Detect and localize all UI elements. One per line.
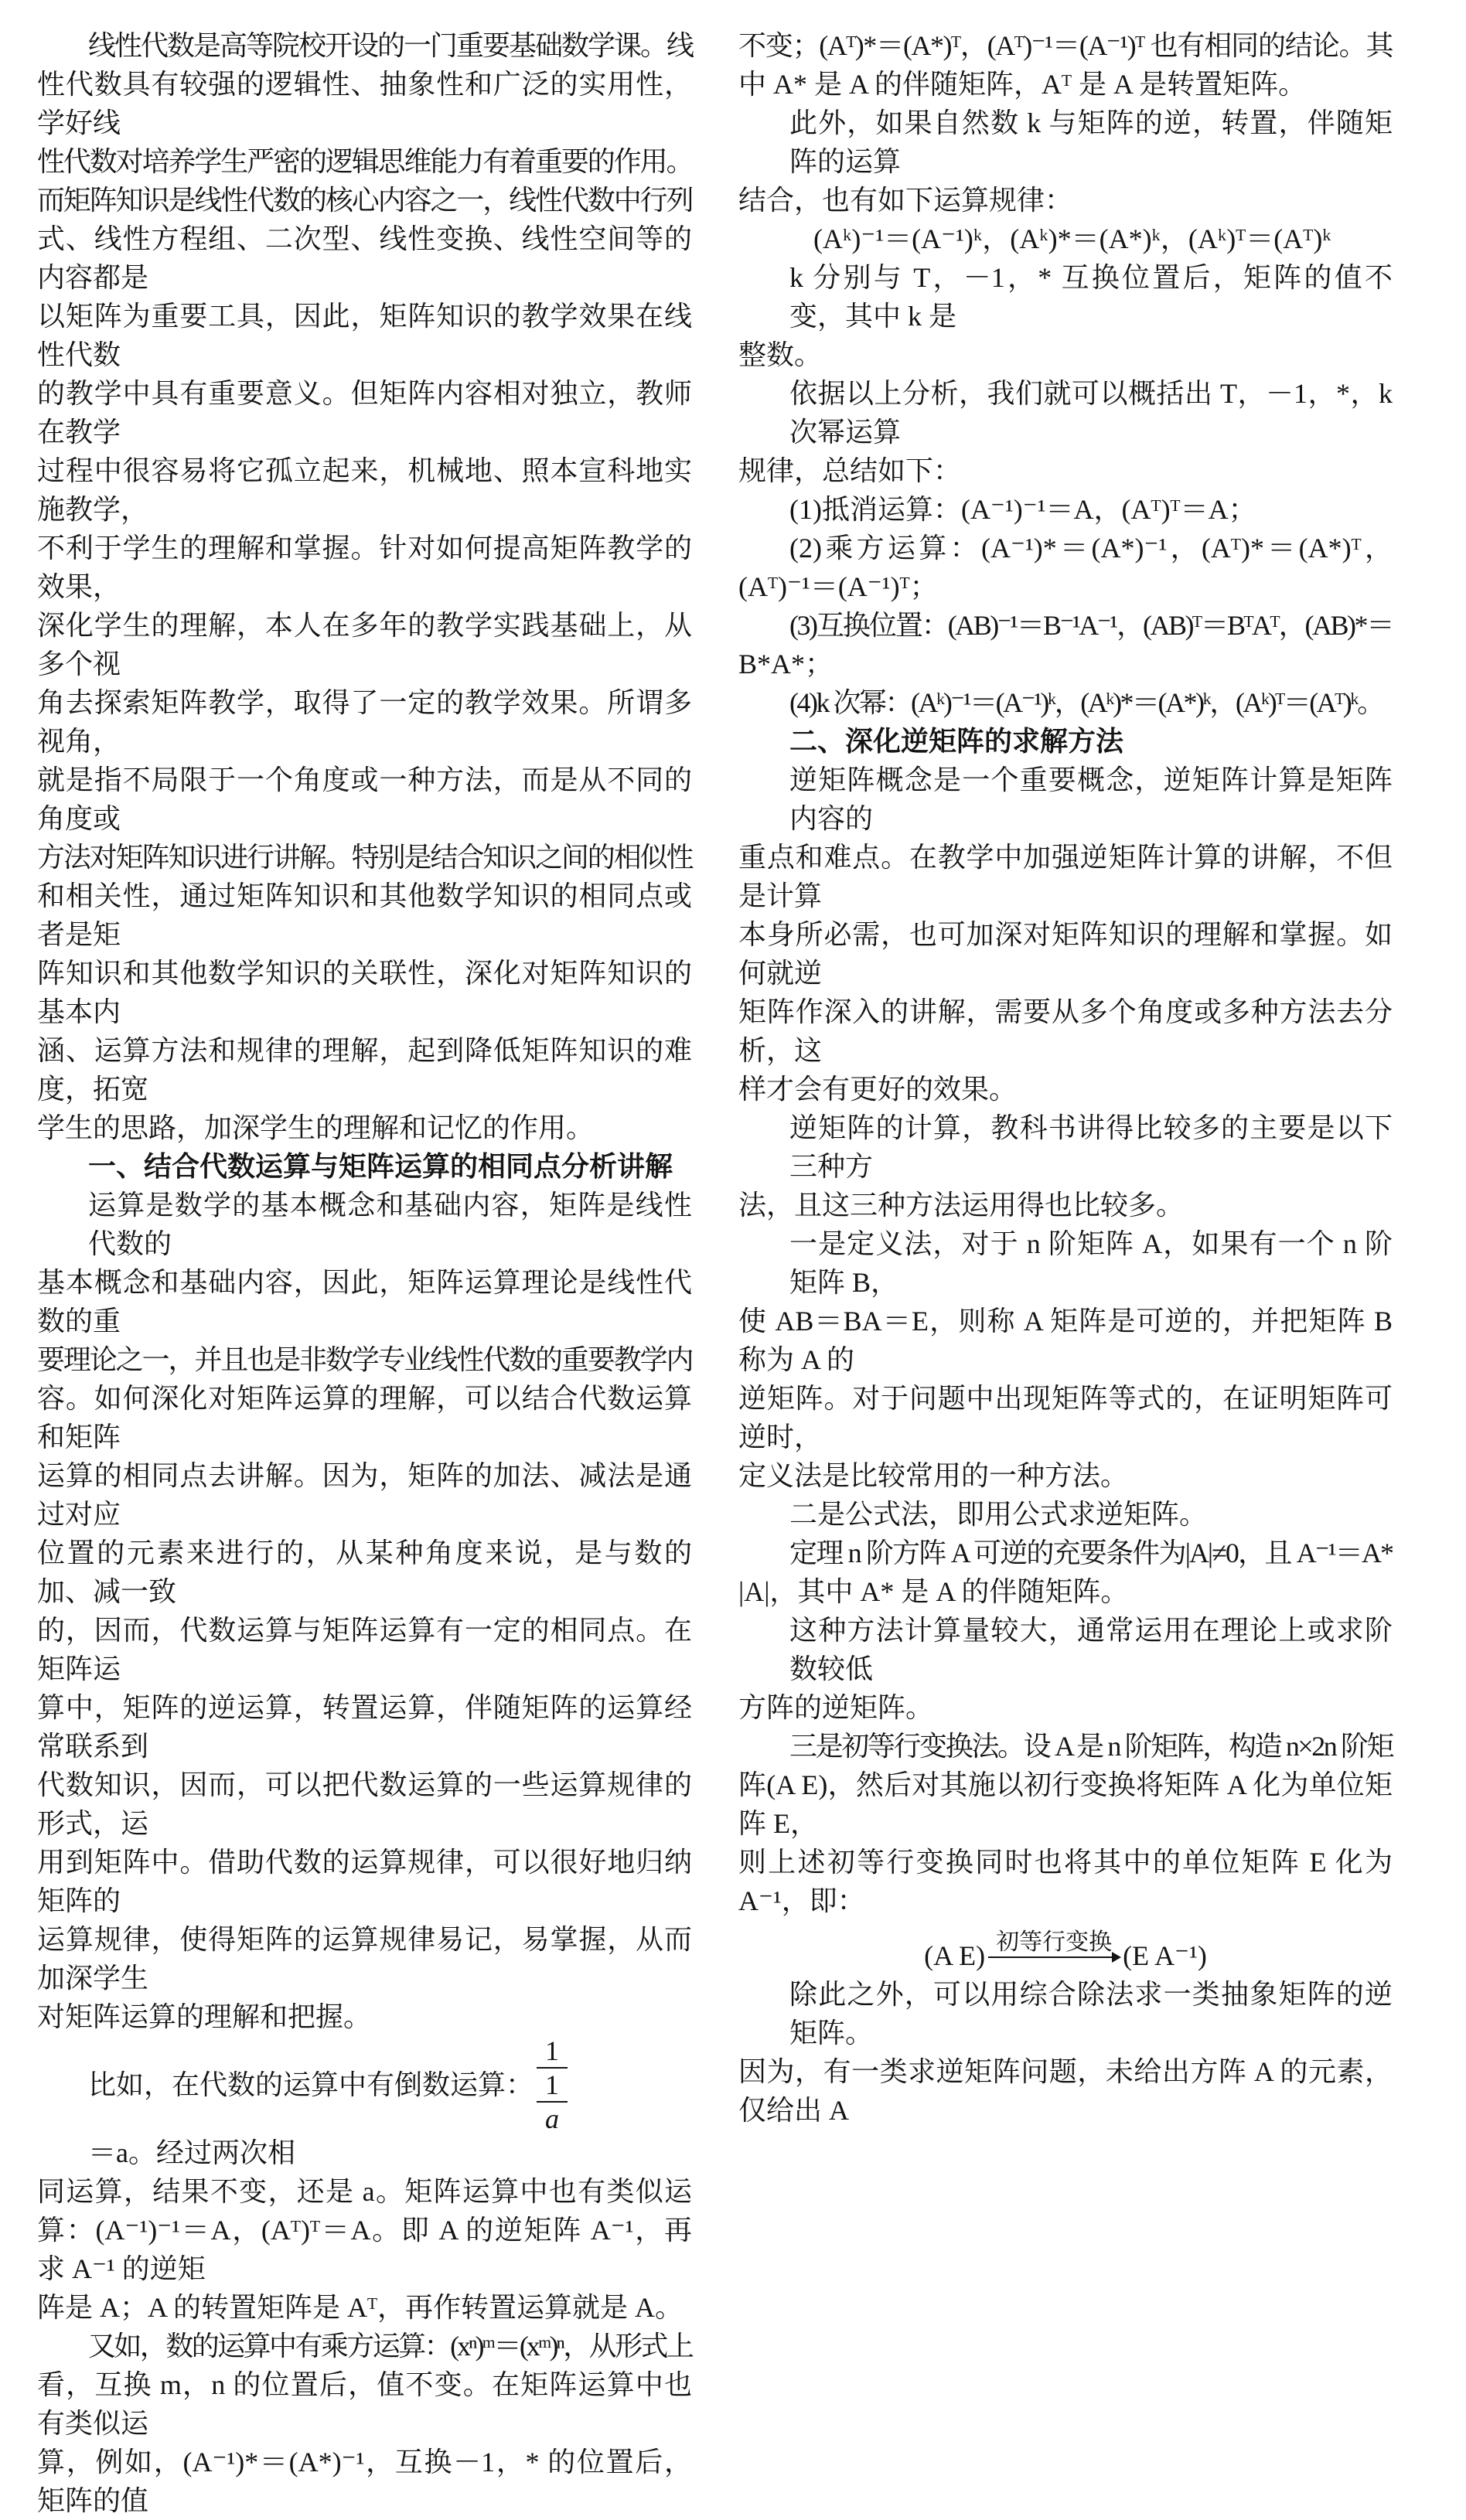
text-line: 三是初等行变换法。设 A 是 n 阶矩阵，构造 n×2n 阶矩 bbox=[789, 1731, 1393, 1762]
text-line: 规律，总结如下： bbox=[738, 455, 962, 486]
text-line: 一是定义法，对于 n 阶矩阵 A，如果有一个 n 阶矩阵 B， bbox=[789, 1228, 1393, 1298]
reciprocal-example-line bbox=[37, 2036, 692, 2172]
text-line: 重点和难点。在教学中加强逆矩阵计算的讲解，不但是计算 bbox=[738, 842, 1393, 911]
text-line: 对矩阵运算的理解和把握。 bbox=[37, 2001, 372, 2032]
text-line: 要理论之一，并且也是非数学专业线性代数的重要教学内 bbox=[37, 1344, 692, 1375]
text-line: 方阵的逆矩阵。 bbox=[738, 1692, 934, 1723]
text-line: 角去探索矩阵教学，取得了一定的教学效果。所谓多视角， bbox=[37, 687, 692, 757]
text-line: (1)抵消运算：(A⁻¹)⁻¹＝A，(Aᵀ)ᵀ＝A； bbox=[789, 494, 1256, 525]
text-line: 性代数具有较强的逻辑性、抽象性和广泛的实用性，学好线 bbox=[37, 69, 692, 138]
nested-fraction bbox=[537, 2036, 568, 2133]
text-line: 样才会有更好的效果。 bbox=[738, 1074, 1018, 1105]
text-line: 除此之外，可以用综合除法求一类抽象矩阵的逆矩阵。 bbox=[789, 1979, 1393, 2048]
text-line: 算中，矩阵的逆运算，转置运算，伴随矩阵的运算经常联系到 bbox=[37, 1692, 692, 1762]
text-line: 线性代数是高等院校开设的一门重要基础数学课。线 bbox=[88, 30, 694, 61]
text-line: 法，且这三种方法运用得也比较多。 bbox=[738, 1190, 1185, 1221]
text-line: (2)乘方运算：(A⁻¹)*＝(A*)⁻¹，(Aᵀ)*＝(A*)ᵀ， bbox=[789, 533, 1393, 564]
text-line: |A|，其中 A* 是 A 的伴随矩阵。 bbox=[738, 1576, 1129, 1607]
text-line: 逆矩阵概念是一个重要概念，逆矩阵计算是矩阵内容的 bbox=[789, 765, 1393, 834]
text-line: (3)互换位置：(AB)⁻¹＝B⁻¹A⁻¹，(AB)ᵀ＝BᵀAᵀ，(AB)*＝ bbox=[789, 610, 1393, 641]
text-line: 的教学中具有重要意义。但矩阵内容相对独立，教师在教学 bbox=[37, 378, 692, 448]
text-line: 逆矩阵。对于问题中出现矩阵等式的，在证明矩阵可逆时， bbox=[738, 1383, 1393, 1452]
text-line: 结合，也有如下运算规律： bbox=[738, 185, 1073, 216]
text-line: 矩阵作深入的讲解，需要从多个角度或多种方法去分析，这 bbox=[738, 996, 1393, 1066]
text-line: 不变；(Aᵀ)*＝(A*)ᵀ，(Aᵀ)⁻¹＝(A⁻¹)ᵀ 也有相同的结论。其 bbox=[738, 30, 1393, 61]
text-line: (4)k 次幂：(Aᵏ)⁻¹＝(A⁻¹)ᵏ，(Aᵏ)*＝(A*)ᵏ，(Aᵏ)ᵀ＝(Aᵀ)ᵏ。 bbox=[789, 687, 1383, 718]
text-line: 以矩阵为重要工具，因此，矩阵知识的教学效果在线性代数 bbox=[37, 301, 692, 370]
text-line: 又如，数的运算中有乘方运算：(xⁿ)ᵐ＝(xᵐ)ⁿ，从形式上 bbox=[88, 2331, 692, 2362]
text-line: 定义法是比较常用的一种方法。 bbox=[738, 1460, 1129, 1491]
left-text-block-1 bbox=[37, 26, 692, 2036]
text-line: 基本概念和基础内容，因此，矩阵运算理论是线性代数的重 bbox=[37, 1267, 692, 1337]
text-line: 而矩阵知识是线性代数的核心内容之一，线性代数中行列 bbox=[37, 185, 692, 216]
text-line: 算，例如，(A⁻¹)*＝(A*)⁻¹，互换－1，* 的位置后，矩阵的值 bbox=[37, 2447, 692, 2516]
text-line: 代数知识，因而，可以把代数运算的一些运算规律的形式，运 bbox=[37, 1769, 692, 1839]
text-line: 容。如何深化对矩阵运算的理解，可以结合代数运算和矩阵 bbox=[37, 1383, 692, 1452]
text-line: (Aᵀ)⁻¹＝(A⁻¹)ᵀ； bbox=[738, 571, 938, 602]
text-line: 使 AB＝BA＝E，则称 A 矩阵是可逆的，并把矩阵 B 称为 A 的 bbox=[738, 1306, 1393, 1375]
text-line: 位置的元素来进行的，从某种角度来说，是与数的加、减一致 bbox=[37, 1538, 692, 1607]
fraction-numerator: 1 bbox=[545, 2035, 560, 2066]
right-arrow-icon bbox=[988, 1956, 1120, 1958]
text-line: B*A*； bbox=[738, 649, 834, 679]
text-line: 性代数对培养学生严密的逻辑思维能力有着重要的作用。 bbox=[37, 146, 692, 177]
text-line: 因为，有一类求逆矩阵问题，未给出方阵 A 的元素，仅给出 A bbox=[738, 2056, 1393, 2126]
text-line: 的，因而，代数运算与矩阵运算有一定的相同点。在矩阵运 bbox=[37, 1615, 692, 1684]
text-line: 依据以上分析，我们就可以概括出 T，－1，*，k 次幂运算 bbox=[789, 378, 1393, 448]
text-line: 此外，如果自然数 k 与矩阵的逆，转置，伴随矩阵的运算 bbox=[789, 107, 1393, 177]
right-text-block-1 bbox=[738, 26, 1393, 1920]
text-line: 运算的相同点去讲解。因为，矩阵的加法、减法是通过对应 bbox=[37, 1460, 692, 1530]
text-line: 中 A* 是 A 的伴随矩阵，Aᵀ 是 A 是转置矩阵。 bbox=[738, 69, 1307, 100]
fraction-inner-bar bbox=[537, 2101, 568, 2103]
section-heading: 二、深化逆矩阵的求解方法 bbox=[789, 726, 1124, 757]
text-line: 式、线性方程组、二次型、线性变换、线性空间等的内容都是 bbox=[37, 223, 692, 293]
right-text-block-2 bbox=[738, 1975, 1393, 2130]
text-line: 逆矩阵的计算，教科书讲得比较多的主要是以下三种方 bbox=[789, 1112, 1393, 1182]
text-line: 过程中很容易将它孤立起来，机械地、照本宣科地实施教学， bbox=[37, 455, 692, 525]
left-column bbox=[37, 26, 692, 2520]
text-line: 运算是数学的基本概念和基础内容，矩阵是线性代数的 bbox=[88, 1190, 692, 1259]
text-line: 算：(A⁻¹)⁻¹＝A，(Aᵀ)ᵀ＝A。即 A 的逆矩阵 A⁻¹，再求 A⁻¹ 的逆矩 bbox=[37, 2215, 692, 2284]
text-line: 深化学生的理解，本人在多年的教学实践基础上，从多个视 bbox=[37, 610, 692, 679]
fraction-bar bbox=[537, 2067, 568, 2069]
text-line: 这种方法计算量较大，通常运用在理论上或求阶数较低 bbox=[789, 1615, 1393, 1684]
text-line: 不利于学生的理解和掌握。针对如何提高矩阵教学的效果， bbox=[37, 533, 692, 602]
section-heading: 一、结合代数运算与矩阵运算的相同点分析讲解 bbox=[88, 1151, 673, 1182]
transform-arrow bbox=[988, 1929, 1120, 1958]
text-line: 看，互换 m，n 的位置后，值不变。在矩阵运算中也有类似运 bbox=[37, 2369, 692, 2439]
arrow-label: 初等行变换 bbox=[996, 1929, 1113, 1955]
text-line: 运算规律，使得矩阵的运算规律易记，易掌握，从而加深学生 bbox=[37, 1924, 692, 1994]
right-column bbox=[738, 26, 1393, 2130]
text-line: 阵是 A；A 的转置矩阵是 Aᵀ，再作转置运算就是 A。 bbox=[37, 2292, 684, 2323]
fraction-inner-denominator: a bbox=[545, 2103, 560, 2134]
text-line: 和相关性，通过矩阵知识和其他数学知识的相同点或者是矩 bbox=[37, 880, 692, 950]
fraction-line-before: 比如，在代数的运算中有倒数运算： bbox=[88, 2069, 534, 2100]
text-line: 阵(A E)，然后对其施以初行变换将矩阵 A 化为单位矩阵 E， bbox=[738, 1769, 1393, 1839]
text-line: 本身所必需，也可加深对矩阵知识的理解和掌握。如何就逆 bbox=[738, 919, 1393, 989]
text-line: 二是公式法，即用公式求逆矩阵。 bbox=[789, 1499, 1208, 1530]
text-line: 整数。 bbox=[738, 339, 823, 370]
text-line: 就是指不局限于一个角度或一种方法，而是从不同的角度或 bbox=[37, 765, 692, 834]
text-line: 则上述初等行变换同时也将其中的单位矩阵 E 化为 A⁻¹，即： bbox=[738, 1847, 1393, 1916]
text-line: 涵、运算方法和规律的理解，起到降低矩阵知识的难度，拓宽 bbox=[37, 1035, 692, 1105]
formula-lhs: (A E) bbox=[924, 1940, 986, 1971]
text-line: k 分别与 T，－1，* 互换位置后，矩阵的值不变，其中 k 是 bbox=[789, 262, 1393, 332]
fraction-inner-numerator: 1 bbox=[545, 2069, 560, 2100]
text-line: 用到矩阵中。借助代数的运算规律，可以很好地归纳矩阵的 bbox=[37, 1847, 692, 1916]
left-text-block-2 bbox=[37, 2172, 692, 2520]
text-line: 阵知识和其他数学知识的关联性，深化对矩阵知识的基本内 bbox=[37, 958, 692, 1027]
text-line: 方法对矩阵知识进行讲解。特别是结合知识之间的相似性 bbox=[37, 842, 692, 873]
text-line: 学生的思路，加深学生的理解和记忆的作用。 bbox=[37, 1112, 595, 1143]
text-line: 同运算，结果不变，还是 a。矩阵运算中也有类似运 bbox=[37, 2176, 692, 2207]
text-line: 定理 n 阶方阵 A 可逆的充要条件为|A|≠0，且 A⁻¹＝A* bbox=[789, 1538, 1393, 1568]
row-transform-formula bbox=[738, 1920, 1393, 1975]
fraction-line-after: ＝a。经过两次相 bbox=[88, 2137, 295, 2168]
formula-line: (Aᵏ)⁻¹＝(A⁻¹)ᵏ，(Aᵏ)*＝(A*)ᵏ，(Aᵏ)ᵀ＝(Aᵀ)ᵏ bbox=[813, 223, 1331, 254]
formula-rhs: (E A⁻¹) bbox=[1123, 1940, 1207, 1971]
